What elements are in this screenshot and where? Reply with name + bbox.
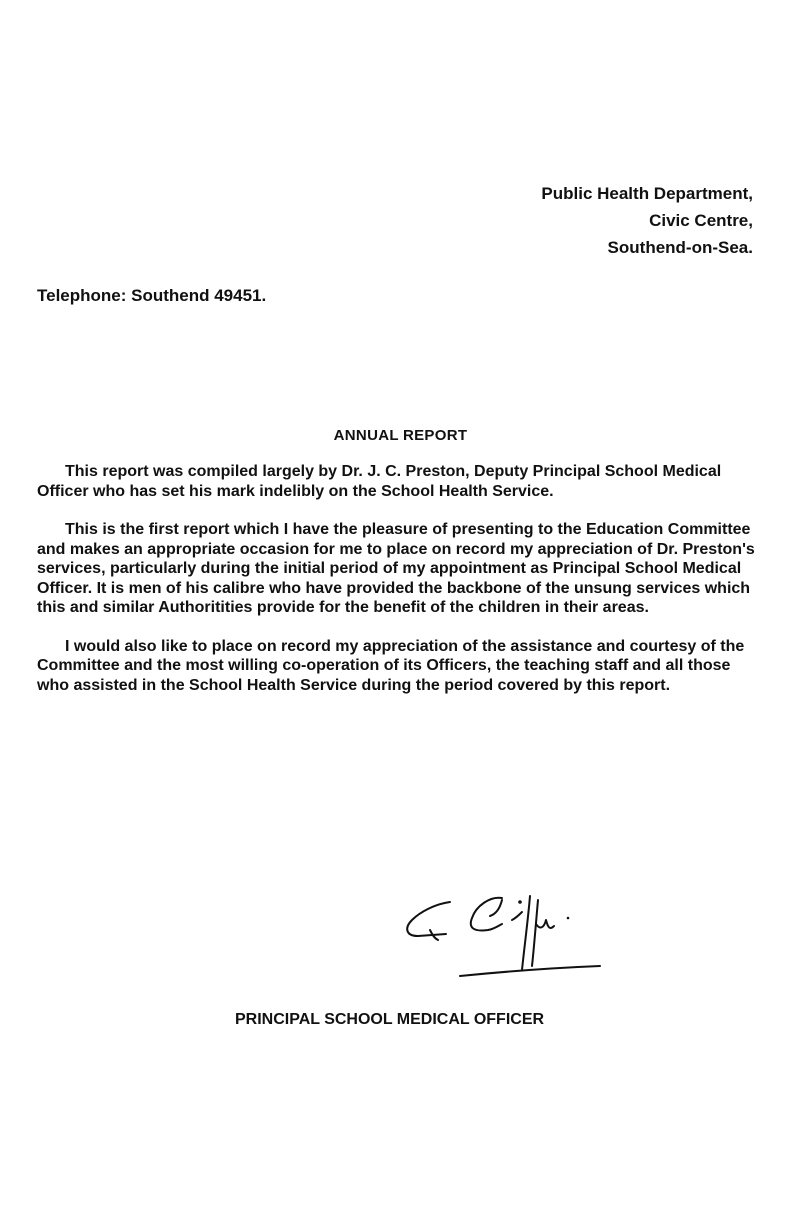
report-body: [37, 462, 765, 714]
handwritten-signature: [390, 890, 610, 990]
paragraph: [37, 637, 765, 696]
paragraph: [37, 462, 765, 501]
address-line-town: Southend-on-Sea.: [607, 238, 753, 257]
signatory-title: PRINCIPAL SCHOOL MEDICAL OFFICER: [235, 1011, 545, 1028]
paragraph: [37, 520, 765, 618]
signature-graphic: [390, 890, 610, 990]
report-title: ANNUAL REPORT: [333, 427, 468, 444]
paragraph-text: This report was compiled largely by Dr. J. C. Preston, Deputy Principal School Medical Officer who has set his mark indelibly on the School Health Service.: [37, 463, 722, 500]
sender-address: [541, 180, 753, 261]
paragraph-text: I would also like to place on record my appreciation of the assistance and courtesy of the Committee and the most willing co-operation of its Officers, the teaching staff and all those who assisted in the School Health Service during the period covered by this report.: [37, 637, 745, 694]
address-line-building: Civic Centre,: [649, 211, 753, 230]
telephone-line: Telephone: Southend 49451.: [37, 286, 267, 305]
paragraph-text: This is the first report which I have the pleasure of presenting to the Education Committee and makes an appropriate occasion for me to place on record my appreciation of Dr. Preston's services, particularly during the initial period of my appointment as Principal School Medical Officer. It is men of his calibre who have provided the backbone of the unsung services which this and similar Authoritities provide for the benefit of the children in their areas.: [37, 521, 755, 616]
address-line-department: Public Health Department,: [541, 184, 753, 203]
